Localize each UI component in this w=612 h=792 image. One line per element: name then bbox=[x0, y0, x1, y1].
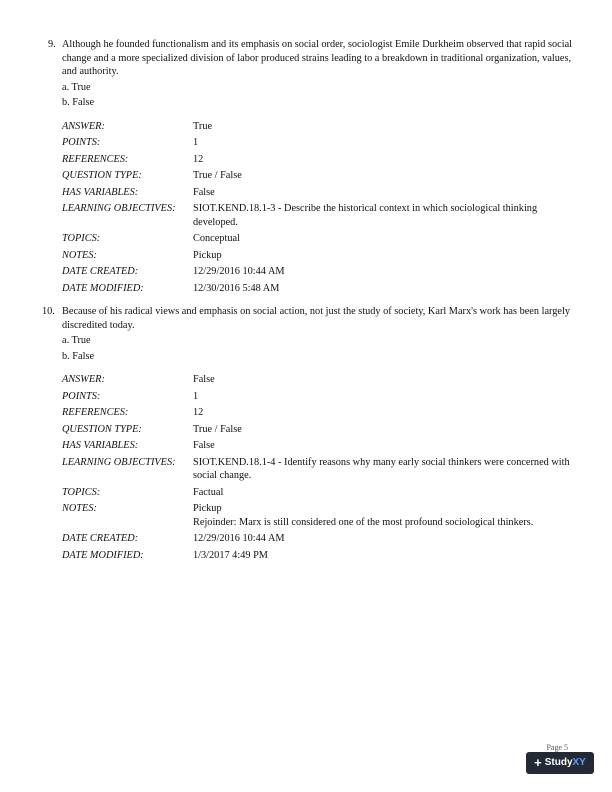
studyxy-logo[interactable] bbox=[526, 752, 594, 774]
option-b: b. False bbox=[62, 350, 95, 362]
meta-row-answer: ANSWER: True bbox=[62, 120, 213, 132]
meta-row-date-modified: DATE MODIFIED: 12/30/2016 5:48 AM bbox=[62, 282, 280, 294]
meta-row-has-variables: HAS VARIABLES: False bbox=[62, 186, 215, 198]
meta-row-question-type: QUESTION TYPE: True / False bbox=[62, 423, 242, 435]
page-number: Page 5 bbox=[546, 742, 568, 752]
meta-row-notes: NOTES: Pickup Rejoinder: Marx is still considered one of the most profound sociological thinkers. bbox=[62, 503, 534, 528]
meta-row-points: POINTS: 1 bbox=[62, 137, 199, 148]
question-metadata bbox=[62, 373, 588, 562]
brand-prefix: Study bbox=[544, 757, 573, 769]
meta-row-date-created: DATE CREATED: 12/29/2016 10:44 AM bbox=[62, 266, 285, 277]
meta-row-learning-objectives: LEARNING OBJECTIVES: SIOT.KEND.18.1-3 - Describe the historical context in which sociological thinking developed. bbox=[62, 203, 538, 228]
question-10 bbox=[42, 305, 588, 565]
notes-line-2: Rejoinder: Marx is still considered one of the most profound sociological thinkers. bbox=[193, 516, 534, 528]
meta-row-question-type: QUESTION TYPE: True / False bbox=[62, 170, 242, 181]
question-9 bbox=[48, 38, 588, 298]
meta-row-has-variables: HAS VARIABLES: False bbox=[62, 440, 215, 451]
option-a: a. True bbox=[62, 335, 91, 346]
meta-row-references: REFERENCES: 12 bbox=[62, 153, 204, 165]
meta-row-notes: NOTES: Pickup bbox=[62, 249, 222, 261]
option-a: a. True bbox=[62, 81, 91, 93]
meta-row-topics: TOPICS: Factual bbox=[62, 486, 224, 498]
meta-row-topics: TOPICS: Conceptual bbox=[62, 233, 240, 244]
meta-row-date-created: DATE CREATED: 12/29/2016 10:44 AM bbox=[62, 533, 285, 544]
notes-line-1: Pickup bbox=[193, 503, 222, 514]
option-b: b. False bbox=[62, 97, 95, 108]
meta-row-points: POINTS: 1 bbox=[62, 390, 199, 402]
plus-icon: + bbox=[534, 755, 542, 771]
meta-row-answer: ANSWER: False bbox=[62, 374, 215, 385]
question-number: 9. bbox=[48, 39, 56, 50]
meta-row-date-modified: DATE MODIFIED: 1/3/2017 4:49 PM bbox=[62, 549, 268, 561]
question-text: Because of his radical views and emphasis on social action, not just the study of society, Karl Marx's work has been largely discredited today. bbox=[62, 306, 570, 331]
meta-row-references: REFERENCES: 12 bbox=[62, 407, 204, 418]
question-metadata bbox=[62, 120, 588, 296]
meta-row-learning-objectives: LEARNING OBJECTIVES: SIOT.KEND.18.1-4 - Identify reasons why many early social thinkers were concerned with social change. bbox=[62, 456, 570, 481]
brand-suffix: XY bbox=[572, 757, 586, 769]
question-text: Although he founded functionalism and its emphasis on social order, sociologist Emile Durkheim observed that rapid social change and a more specialized division of labor produced strains leading to a breakdown in traditional organization, values, and authority. bbox=[62, 39, 573, 77]
question-number: 10. bbox=[42, 306, 55, 317]
